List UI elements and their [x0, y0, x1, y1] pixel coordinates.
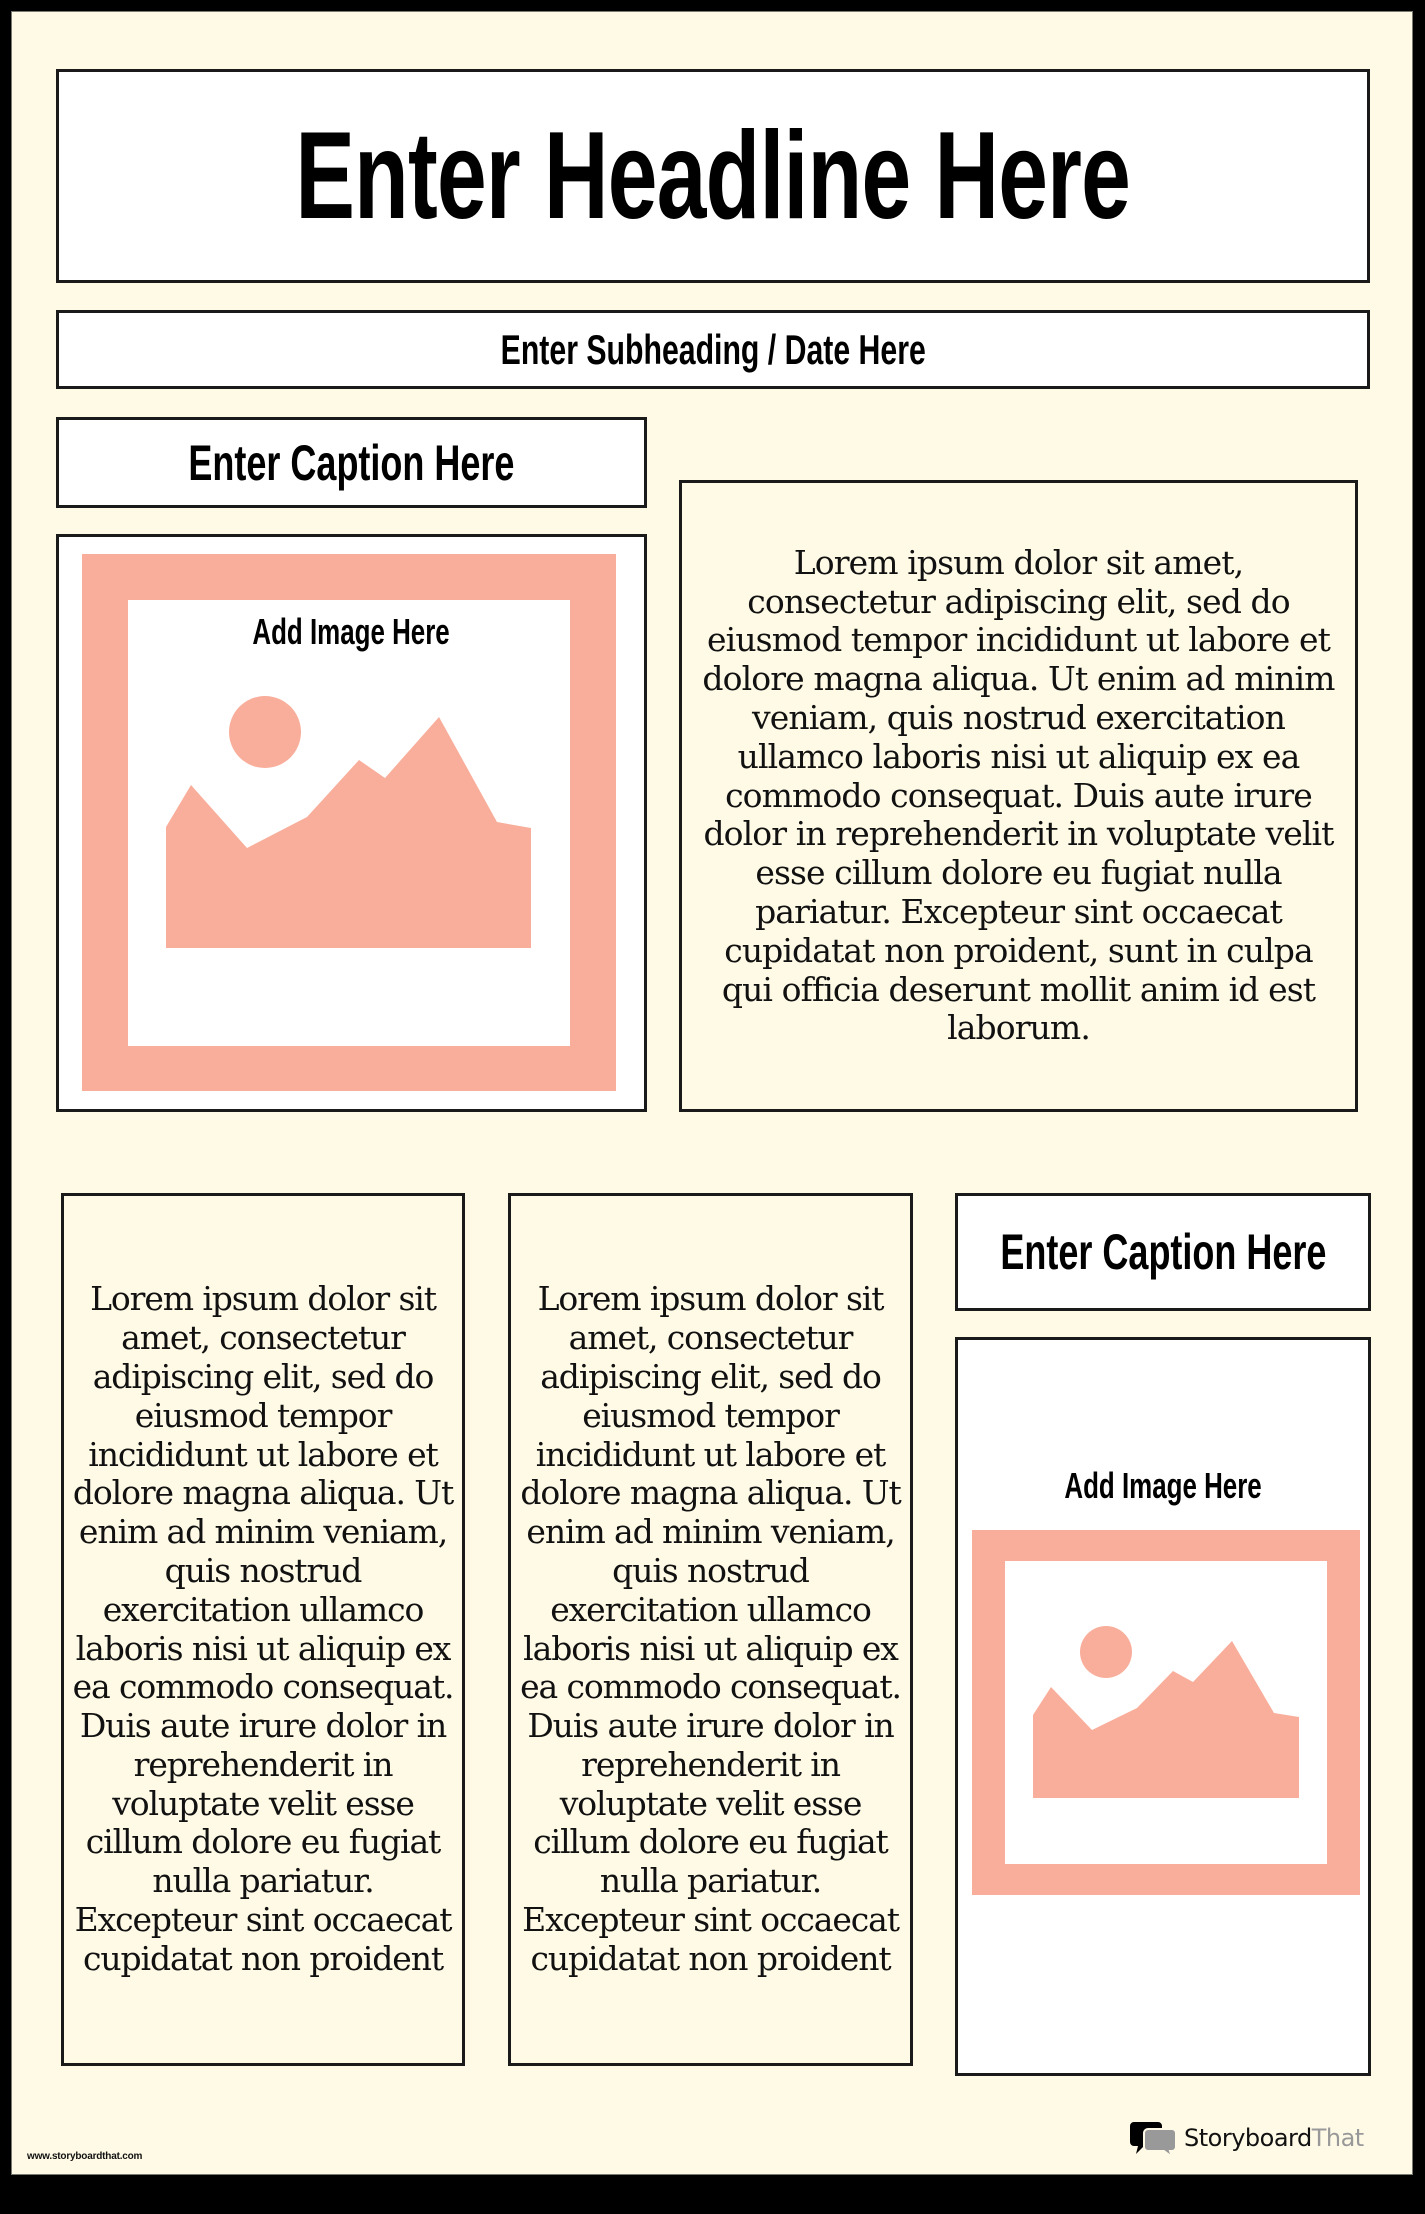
- top-caption: Enter Caption Here: [188, 434, 515, 491]
- logo-text-that: That: [1311, 2124, 1364, 2152]
- headline: Enter Headline Here: [295, 107, 1131, 245]
- speech-bubbles-icon: [1130, 2120, 1178, 2156]
- column-2-text: Lorem ipsum dolor sit amet, consectetur adipiscing elit, sed do eiusmod tempor incididunt ut labore et dolore magna aliqua. Ut enim ad minim veniam, quis nostrud exercitation ullamco laboris nisi ut aliquip ex ea commodo consequat. Duis aute irure dolor in reprehenderit in voluptate velit esse cillum dolore eu fugiat nulla pariatur. Excepteur sint occaecat cupidatat non proident: [520, 1279, 901, 1978]
- bottom-image-label: Add Image Here: [1064, 1465, 1262, 1506]
- footer-url[interactable]: www.storyboardthat.com: [27, 2151, 143, 2162]
- landscape-image-icon: [958, 1340, 1368, 2073]
- headline-box[interactable]: [56, 69, 1370, 283]
- column-1-text: Lorem ipsum dolor sit amet, consectetur adipiscing elit, sed do eiusmod tempor incididunt ut labore et dolore magna aliqua. Ut enim ad minim veniam, quis nostrud exercitation ullamco laboris nisi ut aliquip ex ea commodo consequat. Duis aute irure dolor in reprehenderit in voluptate velit esse cillum dolore eu fugiat nulla pariatur. Excepteur sint occaecat cupidatat non proident: [72, 1279, 454, 1978]
- top-article-text: Lorem ipsum dolor sit amet, consectetur adipiscing elit, sed do eiusmod tempor incididunt ut labore et dolore magna aliqua. Ut enim ad minim veniam, quis nostrud exercitation ullamco laboris nisi ut aliquip ex ea commodo consequat. Duis aute irure dolor in reprehenderit in voluptate velit esse cillum dolore eu fugiat nulla pariatur. Excepteur sint occaecat cupidatat non proident, sunt in culpa qui officia deserunt mollit anim id est laborum.: [702, 542, 1335, 1048]
- bottom-caption: Enter Caption Here: [999, 1224, 1327, 1280]
- bottom-image-placeholder[interactable]: [955, 1337, 1371, 2076]
- logo-text-storyboard: Storyboard: [1184, 2124, 1312, 2152]
- subheading: Enter Subheading / Date Here: [500, 325, 926, 373]
- top-article-box[interactable]: [679, 480, 1358, 1112]
- storyboardthat-logo[interactable]: [1130, 2120, 1364, 2156]
- top-image-placeholder[interactable]: [56, 534, 647, 1112]
- bottom-column-1[interactable]: [61, 1193, 465, 2066]
- subheading-box[interactable]: [56, 310, 1370, 389]
- bottom-column-2[interactable]: [508, 1193, 913, 2066]
- top-image-label: Add Image Here: [252, 611, 451, 652]
- top-caption-box[interactable]: [56, 417, 647, 508]
- bottom-caption-box[interactable]: [955, 1193, 1371, 1311]
